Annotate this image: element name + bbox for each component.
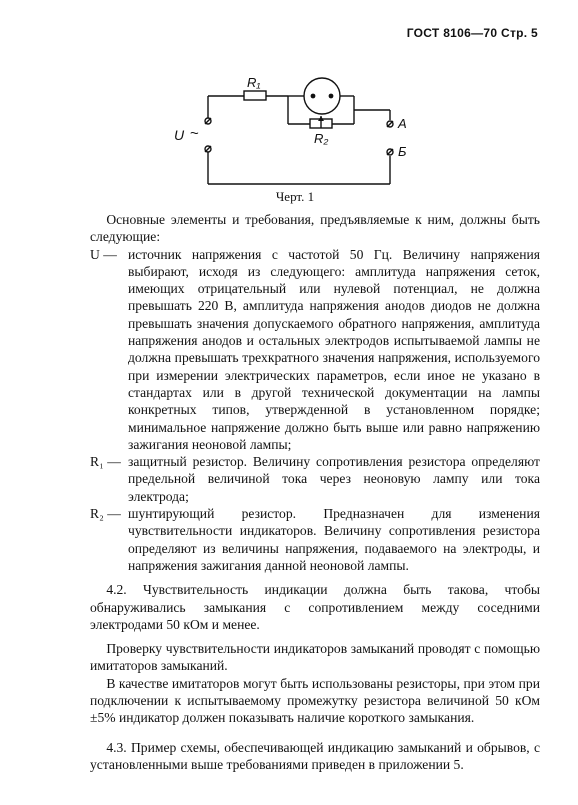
section-4-2: 4.2. Чувствительность индикации должна быть такова, чтобы обнаруживались замыкания с сопротивлением между соседними электродами 50 кОм и менее. [90,582,540,632]
def-text: защитный резистор. Величину сопротивления резистора определяют предельной величиной тока через неоновую лампу или тока электрода; [128,454,540,504]
section-4-3: 4.3. Пример схемы, обеспечивающей индикацию замыканий и обрывов, с установленными выше требованиями приведен в приложении 5. [90,739,540,772]
circuit-diagram [0,0,578,200]
figure-caption: Черт. 1 [275,189,315,204]
r2-label: R₂ [314,131,329,146]
definition-u [90,246,540,454]
definition-r1 [90,453,540,505]
def-term: R₁ — [90,454,121,470]
page-header: ГОСТ 8106—70 Стр. 5 [406,26,538,40]
main-text [90,211,540,773]
ac-symbol: ~ [190,125,199,142]
terminal-a-label: А [398,116,407,131]
resistor-r1 [244,91,266,100]
def-text: шунтирующий резистор. Предназначен для изменения чувствительности индикаторов. Величину сопротивления резистора определяют из величины напряжения, подаваемого на электроды, и напряжения зажигания данной неоновой лампы. [128,506,540,573]
neon-lamp [304,78,340,114]
def-term: R₂ — [90,506,121,522]
section-4-2-check: Проверку чувствительности индикаторов замыканий проводят с помощью имитаторов замыканий. [90,641,540,674]
intro-paragraph: Основные элементы и требования, предъявляемые к ним, должны быть следующие: [90,212,540,245]
def-text: источник напряжения с частотой 50 Гц. Величину напряжения выбирают, исходя из следующего: амплитуда напряжения сеток, имеющих отрицательный или нулевой потенциал, не должна превышать 220 В, амплитуда напряжения анодов диодов не должна превышать значения допускаемого обратного напряжения, амплитуда напряжения анодов и остальных электродов испытываемой лампы не должна превышать трехкратного значения напряжения, используемого при измерении электрических параметров, если иное не указано в стандартах или в другой технической документации на лампы конкретных типов, утвержденной в установленном порядке; минимальное напряжение должно быть выше или равно напряжению зажигания неоновой лампы; [128,246,540,452]
definition-r2 [90,505,540,574]
terminal-b-label: Б [398,144,407,159]
section-4-2-imitators: В качестве имитаторов могут быть использованы резисторы, при этом при подключении к испытываемому промежутку резистора величиной 50 кОм ±5% индикатор должен показывать наличие короткого замыкания. [90,675,540,726]
def-term: U — [90,246,117,262]
r1-label: R₁ [247,75,261,90]
u-label: U [174,127,185,143]
